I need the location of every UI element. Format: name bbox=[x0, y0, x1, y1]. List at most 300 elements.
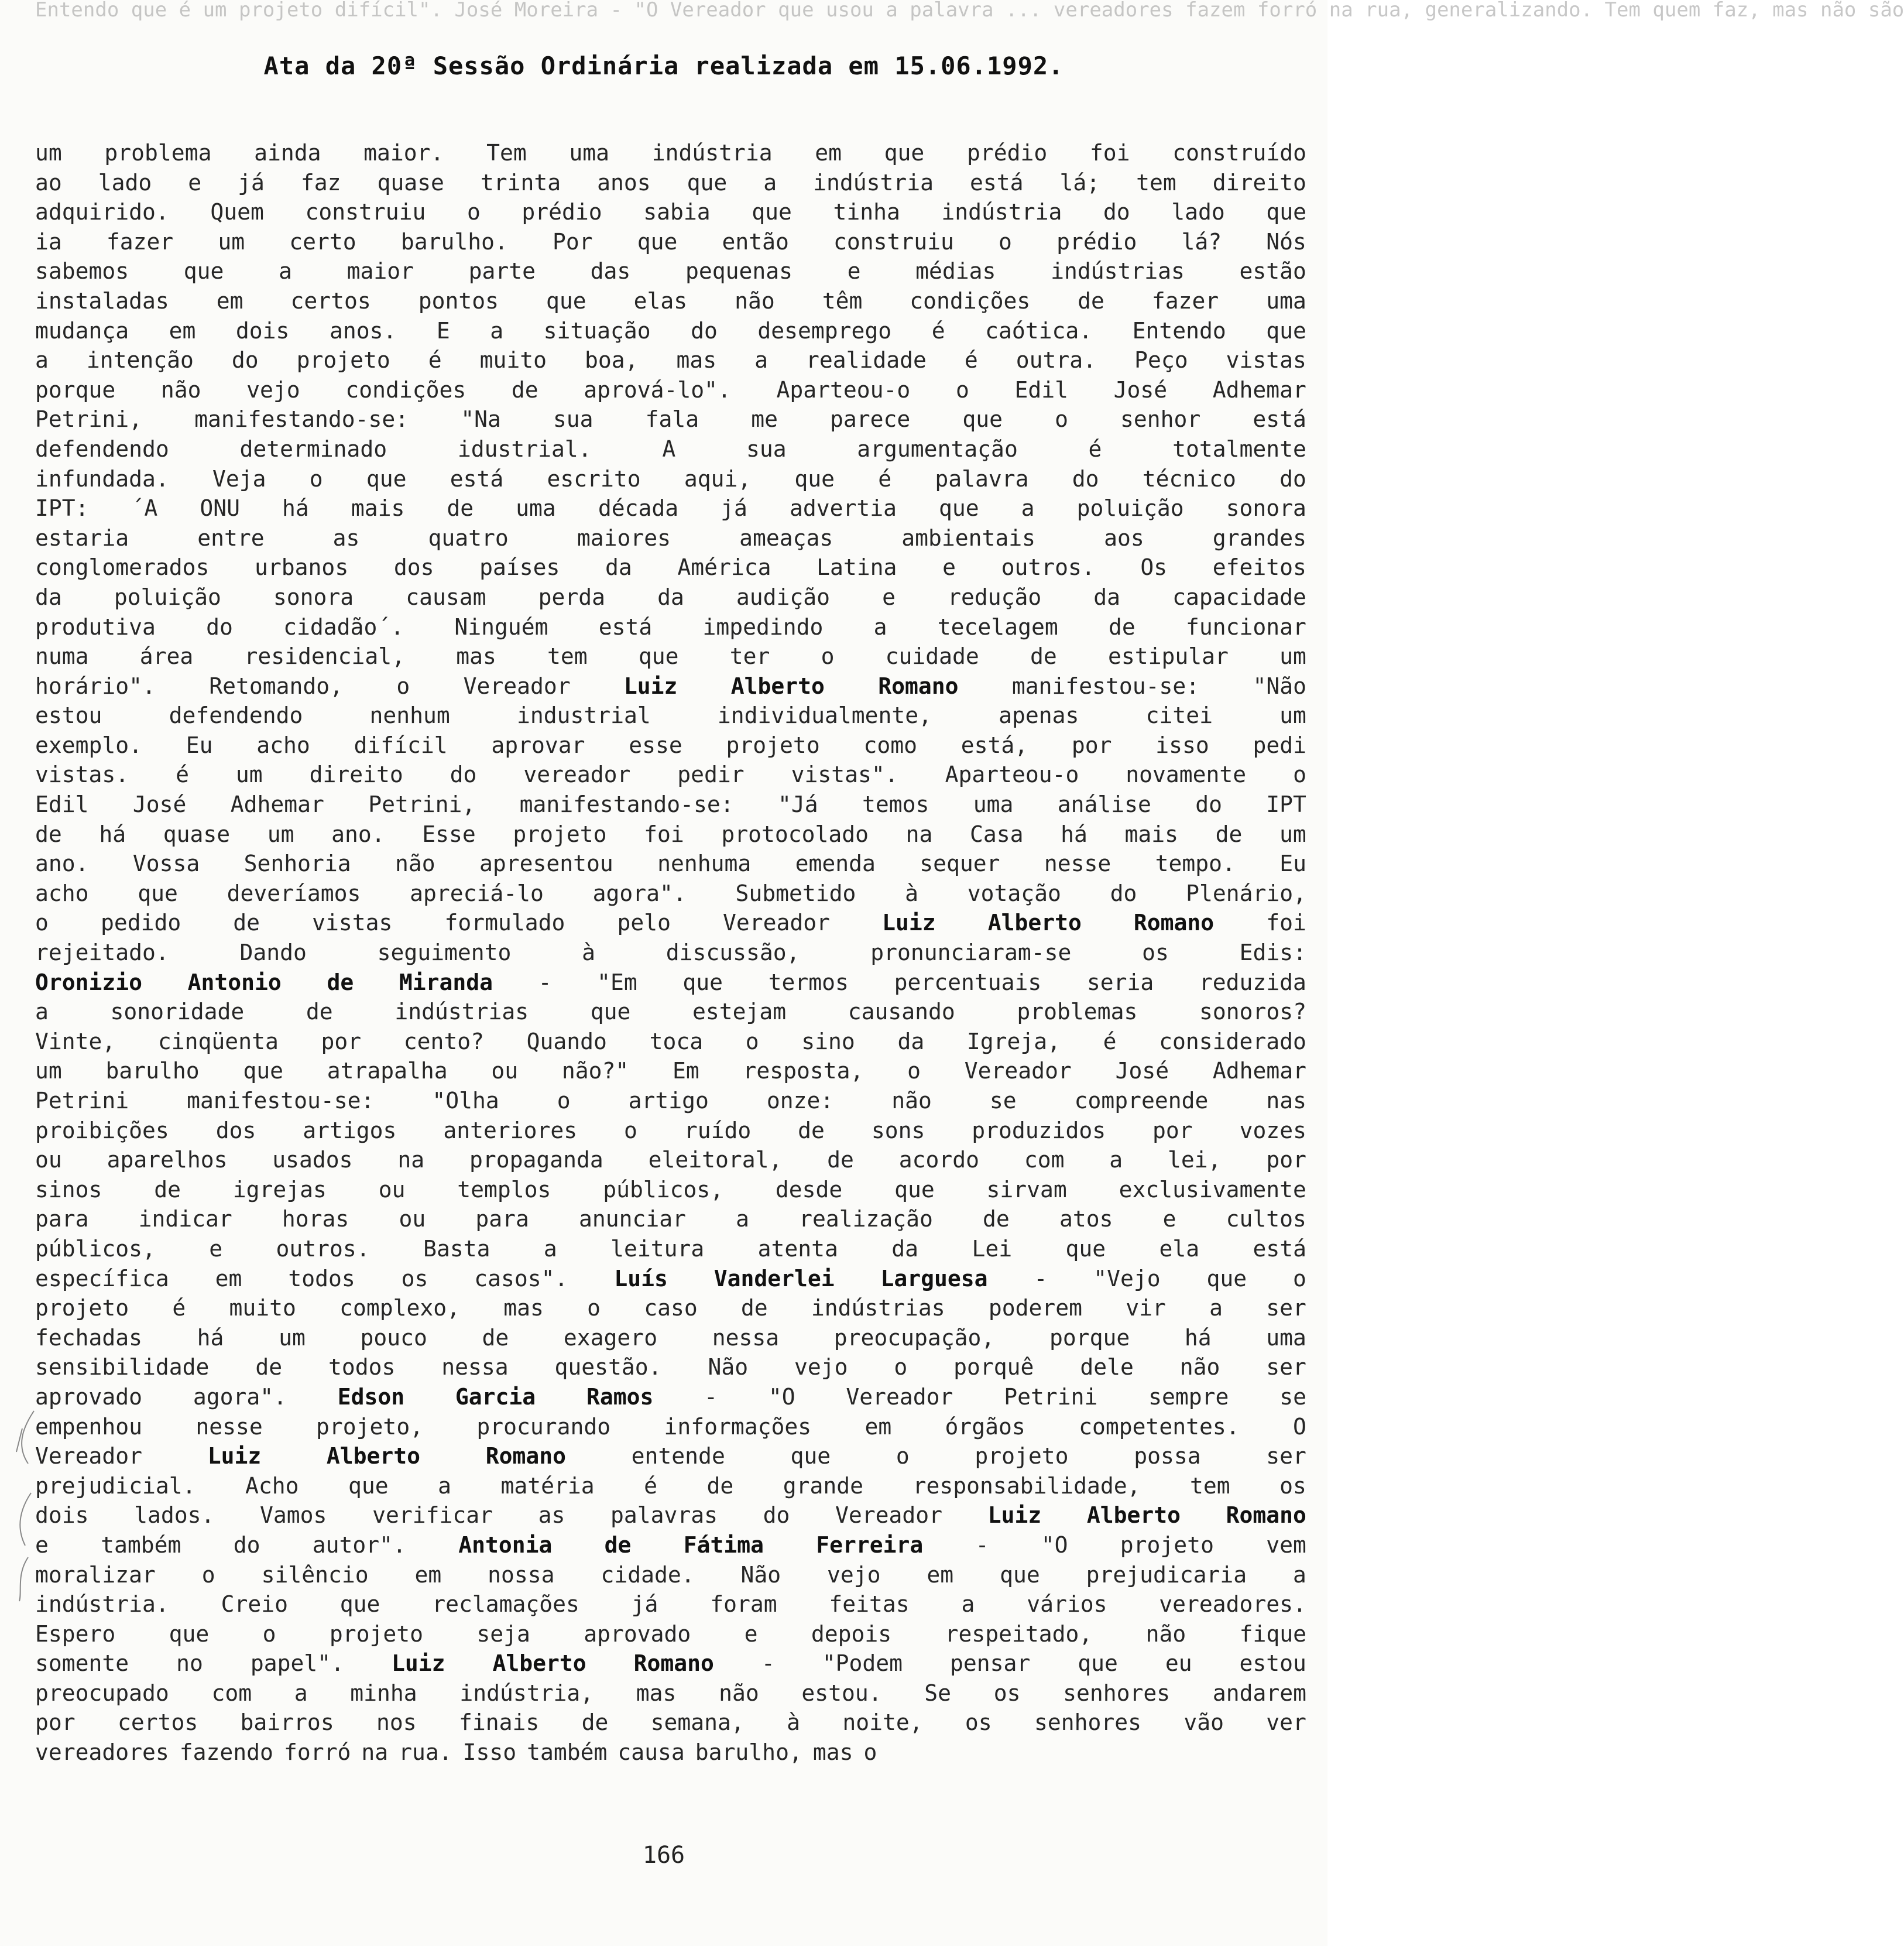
word: o bbox=[745, 1028, 759, 1054]
word: percentuais bbox=[894, 969, 1042, 995]
word: causando bbox=[848, 999, 955, 1025]
word: já bbox=[238, 169, 265, 196]
word: sensibilidade bbox=[35, 1354, 210, 1380]
word: estaria bbox=[35, 525, 129, 551]
word: seria bbox=[1086, 969, 1154, 995]
text-line bbox=[35, 1116, 1306, 1146]
word: pronunciaram-se bbox=[870, 940, 1072, 966]
word: de bbox=[1078, 287, 1104, 314]
word: também bbox=[101, 1532, 181, 1558]
word: países bbox=[479, 554, 560, 581]
word: o bbox=[999, 228, 1012, 255]
word: indústrias bbox=[811, 1295, 945, 1321]
word: é bbox=[172, 1295, 186, 1321]
speaker-name-word: Garcia bbox=[455, 1383, 536, 1410]
word: está, bbox=[960, 732, 1028, 758]
word: ter bbox=[729, 643, 770, 670]
word: quase bbox=[377, 169, 444, 196]
word: Plenário, bbox=[1186, 880, 1306, 906]
word: rua. bbox=[399, 1739, 452, 1766]
word: porquê bbox=[953, 1354, 1034, 1380]
word: do bbox=[233, 1532, 260, 1558]
speaker-name-word: Luiz bbox=[882, 910, 936, 936]
word: barulho, bbox=[695, 1739, 802, 1766]
word: esse bbox=[629, 732, 682, 758]
word: é bbox=[931, 317, 945, 344]
word: Os bbox=[1140, 554, 1168, 581]
speaker-name-word: Antonia bbox=[458, 1532, 553, 1558]
word: ano. bbox=[331, 821, 385, 847]
speaker-name-word: Luiz bbox=[207, 1443, 262, 1469]
word: um bbox=[1279, 821, 1306, 847]
word: lado bbox=[1171, 199, 1225, 225]
text-line bbox=[35, 286, 1306, 316]
word: as bbox=[332, 525, 360, 551]
word: é bbox=[176, 762, 189, 788]
word: aos bbox=[1104, 525, 1144, 551]
word: técnico bbox=[1142, 465, 1236, 492]
speaker-name-word: Romano bbox=[633, 1650, 714, 1677]
word: poderem bbox=[988, 1295, 1083, 1321]
word: - bbox=[761, 1650, 775, 1677]
word: votação bbox=[967, 880, 1061, 906]
text-line bbox=[35, 1708, 1306, 1738]
word: informações bbox=[664, 1413, 812, 1440]
word: maior bbox=[347, 258, 414, 285]
word: que bbox=[939, 495, 979, 522]
word: do bbox=[1110, 880, 1137, 906]
word: Retomando, bbox=[209, 673, 344, 699]
word: mudança bbox=[35, 317, 129, 344]
word: moralizar bbox=[35, 1561, 156, 1588]
word: Submetido bbox=[735, 880, 856, 906]
word: o bbox=[907, 1058, 921, 1084]
text-line bbox=[35, 494, 1306, 523]
word: Petrini, bbox=[35, 406, 143, 433]
word: horas bbox=[282, 1206, 349, 1232]
word: urbanos bbox=[255, 554, 349, 581]
word: em bbox=[216, 287, 243, 314]
word: José bbox=[1113, 376, 1168, 403]
word: ser bbox=[1266, 1295, 1306, 1321]
word: o bbox=[201, 1561, 215, 1588]
word: sua bbox=[746, 436, 787, 462]
word: defendendo bbox=[169, 703, 303, 729]
word: lá; bbox=[1059, 169, 1100, 196]
word: funcionar bbox=[1185, 614, 1306, 640]
word: boa, bbox=[585, 347, 639, 374]
word: complexo, bbox=[339, 1295, 460, 1321]
word: igrejas bbox=[232, 1176, 327, 1202]
word: intenção bbox=[86, 347, 194, 374]
word: "O bbox=[1041, 1532, 1068, 1558]
word: usados bbox=[272, 1147, 353, 1173]
speaker-name-word: Ramos bbox=[586, 1383, 654, 1410]
word: reduzida bbox=[1199, 969, 1306, 995]
word: do bbox=[1195, 792, 1222, 818]
text-line bbox=[35, 1382, 1306, 1412]
word: os bbox=[993, 1680, 1021, 1706]
word: que bbox=[752, 199, 792, 225]
word: indústrias bbox=[394, 999, 529, 1025]
word: análise bbox=[1057, 792, 1151, 818]
word: anos. bbox=[329, 317, 397, 344]
word: o bbox=[262, 1620, 276, 1647]
word: de bbox=[827, 1147, 854, 1173]
word: do bbox=[763, 1502, 790, 1529]
word: desde bbox=[775, 1176, 843, 1202]
word: tem bbox=[1136, 169, 1176, 196]
text-line bbox=[35, 1145, 1306, 1175]
page-number: 166 bbox=[642, 1842, 685, 1869]
word: advertia bbox=[789, 495, 897, 522]
word: faz bbox=[300, 169, 341, 196]
word: vistas bbox=[1226, 347, 1306, 374]
word: prédio bbox=[966, 140, 1048, 166]
word: certos bbox=[290, 287, 371, 314]
word: a bbox=[543, 1235, 557, 1262]
word: que bbox=[790, 1443, 831, 1469]
word: projeto bbox=[329, 1620, 424, 1647]
word: que bbox=[183, 258, 224, 285]
word: lá? bbox=[1181, 228, 1222, 255]
word: Não bbox=[740, 1561, 781, 1588]
word: de bbox=[255, 1354, 283, 1380]
word: Eu bbox=[186, 732, 213, 758]
word: prejudicaria bbox=[1086, 1561, 1247, 1588]
word: e bbox=[1162, 1206, 1176, 1232]
word: dos bbox=[393, 554, 434, 581]
text-line bbox=[35, 197, 1306, 227]
word: tem bbox=[1189, 1472, 1230, 1499]
word: "Na bbox=[461, 406, 501, 433]
text-line bbox=[35, 553, 1306, 583]
text-line bbox=[35, 1293, 1306, 1323]
word: situação bbox=[543, 317, 651, 344]
word: andarem bbox=[1212, 1680, 1306, 1706]
word: de bbox=[511, 376, 538, 403]
word: da bbox=[897, 1028, 925, 1054]
word: projeto bbox=[35, 1295, 129, 1321]
word: nessa bbox=[712, 1324, 780, 1351]
word: pequenas bbox=[685, 258, 793, 285]
word: sino bbox=[801, 1028, 855, 1054]
word: Nós bbox=[1266, 228, 1306, 255]
minutes-body bbox=[35, 138, 1306, 1767]
word: "Em bbox=[597, 969, 637, 995]
word: realidade bbox=[806, 347, 927, 374]
word: o bbox=[894, 1354, 908, 1380]
word: nenhum bbox=[369, 703, 450, 729]
word: capacidade bbox=[1172, 584, 1306, 610]
word: compreende bbox=[1074, 1088, 1209, 1114]
word: do bbox=[450, 762, 477, 788]
word: ameaças bbox=[739, 525, 833, 551]
word: Aparteou-o bbox=[945, 762, 1079, 788]
word: em bbox=[414, 1561, 442, 1588]
word: quatro bbox=[428, 525, 509, 551]
word: termos bbox=[768, 969, 849, 995]
word: emenda bbox=[795, 851, 876, 877]
word: entende bbox=[631, 1443, 725, 1469]
word: poluição bbox=[1076, 495, 1184, 522]
word: Casa bbox=[970, 821, 1024, 847]
text-line bbox=[35, 138, 1306, 168]
word: Quando bbox=[526, 1028, 607, 1054]
word: vão bbox=[1183, 1709, 1224, 1736]
word: não?" bbox=[561, 1058, 629, 1084]
word: "Já bbox=[777, 792, 818, 818]
word: problemas bbox=[1017, 999, 1138, 1025]
word: sonoros? bbox=[1199, 999, 1306, 1025]
word: em bbox=[815, 140, 842, 166]
text-line bbox=[35, 316, 1306, 346]
word: prejudicial. bbox=[35, 1472, 196, 1499]
speaker-name-word: Oronizio bbox=[35, 969, 143, 995]
word: um bbox=[218, 228, 245, 255]
word: que bbox=[794, 465, 835, 492]
word: dos bbox=[215, 1117, 256, 1143]
word: entre bbox=[197, 525, 265, 551]
word: Adhemar bbox=[1212, 1058, 1306, 1084]
text-line bbox=[35, 1649, 1306, 1678]
word: um bbox=[279, 1324, 306, 1351]
word: argumentação bbox=[857, 436, 1018, 462]
word: escrito bbox=[547, 465, 641, 492]
text-line bbox=[35, 642, 1306, 671]
word: construído bbox=[1172, 140, 1306, 166]
word: que bbox=[1266, 199, 1306, 225]
word: a bbox=[1209, 1295, 1223, 1321]
word: pontos bbox=[418, 287, 499, 314]
word: é bbox=[1088, 436, 1102, 462]
word: vários bbox=[1027, 1591, 1107, 1618]
word: a bbox=[1021, 495, 1035, 522]
word: fala bbox=[645, 406, 699, 433]
word: Vinte, bbox=[35, 1028, 116, 1054]
word: respeitado, bbox=[945, 1620, 1093, 1647]
text-line bbox=[35, 345, 1306, 375]
speaker-name-word: Luiz bbox=[987, 1502, 1042, 1529]
word: seguimento bbox=[377, 940, 512, 966]
word: possa bbox=[1134, 1443, 1201, 1469]
word: horário". bbox=[35, 673, 156, 699]
word: Por bbox=[552, 228, 593, 255]
word: sabia bbox=[643, 199, 711, 225]
word: de bbox=[233, 910, 260, 936]
word: de bbox=[706, 1472, 734, 1499]
word: os bbox=[1279, 1472, 1306, 1499]
word: da bbox=[1093, 584, 1121, 610]
text-line bbox=[35, 405, 1306, 434]
word: indústria bbox=[941, 199, 1062, 225]
word: mais bbox=[351, 495, 405, 522]
word: que bbox=[546, 287, 586, 314]
word: forró bbox=[283, 1739, 351, 1766]
word: por bbox=[321, 1028, 362, 1054]
word: o bbox=[309, 465, 323, 492]
word: é bbox=[644, 1472, 658, 1499]
word: estão bbox=[1239, 258, 1306, 285]
word: estejam bbox=[692, 999, 787, 1025]
word: citei bbox=[1145, 703, 1213, 729]
word: as bbox=[538, 1502, 565, 1529]
word: preocupação, bbox=[833, 1324, 995, 1351]
word: de bbox=[306, 999, 333, 1025]
word: públicos, bbox=[603, 1176, 724, 1202]
word: - bbox=[704, 1383, 718, 1410]
text-line bbox=[35, 760, 1306, 790]
word: autor". bbox=[312, 1532, 406, 1558]
word: que bbox=[638, 643, 679, 670]
word: que bbox=[348, 1472, 389, 1499]
word: sequer bbox=[920, 851, 1000, 877]
word: indústria bbox=[651, 140, 773, 166]
word: de bbox=[581, 1709, 609, 1736]
word: e bbox=[882, 584, 896, 610]
word: vistas bbox=[312, 910, 393, 936]
word: à bbox=[787, 1709, 800, 1736]
word: por bbox=[1071, 732, 1112, 758]
word: mas bbox=[636, 1680, 677, 1706]
word: de bbox=[1108, 614, 1135, 640]
word: há bbox=[1184, 1324, 1212, 1351]
word: na bbox=[361, 1739, 389, 1766]
word: cidadão´. bbox=[283, 614, 404, 640]
word: grande bbox=[783, 1472, 864, 1499]
word: ainda bbox=[254, 140, 321, 166]
word: templos bbox=[457, 1176, 551, 1202]
word: para bbox=[475, 1206, 529, 1232]
word: finais bbox=[458, 1709, 540, 1736]
word: ´A bbox=[131, 495, 158, 522]
word: de bbox=[482, 1324, 509, 1351]
word: fazer bbox=[1151, 287, 1219, 314]
word: mas bbox=[503, 1295, 544, 1321]
word: vereador bbox=[523, 762, 631, 788]
word: é bbox=[964, 347, 978, 374]
word: os bbox=[1142, 940, 1169, 966]
word: a bbox=[961, 1591, 975, 1618]
word: sons bbox=[871, 1117, 925, 1143]
word: empenhou bbox=[35, 1413, 143, 1440]
word: Em bbox=[673, 1058, 699, 1084]
word: e bbox=[209, 1235, 223, 1262]
word: isso bbox=[1155, 732, 1209, 758]
word: têm bbox=[822, 287, 863, 314]
word: IPT bbox=[1266, 792, 1306, 818]
word: de bbox=[983, 1206, 1010, 1232]
word: Adhemar bbox=[230, 792, 324, 818]
word: que bbox=[1266, 317, 1306, 344]
word: projeto bbox=[726, 732, 820, 758]
text-line bbox=[35, 908, 1306, 938]
word: semana, bbox=[650, 1709, 745, 1736]
word: causam bbox=[406, 584, 486, 610]
word: Se bbox=[924, 1680, 952, 1706]
word: silêncio bbox=[261, 1561, 369, 1588]
word: não bbox=[735, 287, 775, 314]
text-line bbox=[35, 464, 1306, 494]
word: que bbox=[590, 999, 631, 1025]
word: caótica. bbox=[985, 317, 1093, 344]
text-line bbox=[35, 583, 1306, 612]
word: dele bbox=[1080, 1354, 1134, 1380]
word: agora". bbox=[592, 880, 687, 906]
word: vistas". bbox=[791, 762, 898, 788]
speaker-name-word: Romano bbox=[878, 673, 959, 699]
word: América bbox=[677, 554, 771, 581]
word: apreciá-lo bbox=[410, 880, 544, 906]
word: caso bbox=[644, 1295, 698, 1321]
word: Entendo bbox=[1132, 317, 1226, 344]
word: "Vejo bbox=[1093, 1265, 1161, 1291]
word: que bbox=[682, 969, 723, 995]
text-line bbox=[35, 256, 1306, 286]
word: noite, bbox=[842, 1709, 923, 1736]
word: direito bbox=[1212, 169, 1306, 196]
word: também bbox=[527, 1739, 608, 1766]
text-line bbox=[35, 612, 1306, 642]
speaker-name-word: Vanderlei bbox=[713, 1265, 835, 1291]
word: preocupado bbox=[35, 1680, 169, 1706]
word: foram bbox=[710, 1591, 777, 1618]
word: foi bbox=[644, 821, 684, 847]
word: órgãos bbox=[945, 1413, 1025, 1440]
word: e bbox=[188, 169, 202, 196]
word: aprová-lo". bbox=[584, 376, 731, 403]
word: ou bbox=[378, 1176, 406, 1202]
text-line bbox=[35, 731, 1306, 760]
word: um bbox=[1279, 643, 1306, 670]
word: cultos bbox=[1226, 1206, 1306, 1232]
word: das bbox=[590, 258, 631, 285]
word: manifestando-se: bbox=[519, 792, 734, 818]
speaker-name-word: Alberto bbox=[730, 673, 825, 699]
word: construiu bbox=[305, 199, 426, 225]
word: manifestou-se: bbox=[1011, 673, 1200, 699]
handwritten-margin-mark bbox=[11, 1405, 46, 1604]
word: há bbox=[99, 821, 126, 847]
word: outra. bbox=[1016, 347, 1097, 374]
word: atos bbox=[1059, 1206, 1113, 1232]
word: sabemos bbox=[35, 258, 129, 285]
word: leitura bbox=[610, 1235, 705, 1262]
word: de bbox=[154, 1176, 181, 1202]
word: vejo bbox=[827, 1561, 881, 1588]
text-line bbox=[35, 997, 1306, 1027]
word: médias bbox=[915, 258, 996, 285]
word: área bbox=[139, 643, 194, 670]
word: eu bbox=[1165, 1650, 1192, 1677]
word: a bbox=[35, 999, 49, 1025]
word: o bbox=[624, 1117, 637, 1143]
word: estou bbox=[35, 703, 102, 729]
word: da bbox=[657, 584, 684, 610]
word: Vereador bbox=[835, 1502, 943, 1529]
word: exclusivamente bbox=[1119, 1176, 1306, 1202]
word: deveríamos bbox=[227, 880, 361, 906]
word: totalmente bbox=[1172, 436, 1306, 462]
word: uma bbox=[973, 792, 1014, 818]
word: Quem bbox=[210, 199, 264, 225]
text-line bbox=[35, 1352, 1306, 1382]
word: minha bbox=[350, 1680, 417, 1706]
word: Petrini bbox=[1004, 1383, 1098, 1410]
word: que bbox=[1065, 1235, 1106, 1262]
text-line bbox=[35, 1738, 1306, 1767]
word: questão. bbox=[554, 1354, 662, 1380]
